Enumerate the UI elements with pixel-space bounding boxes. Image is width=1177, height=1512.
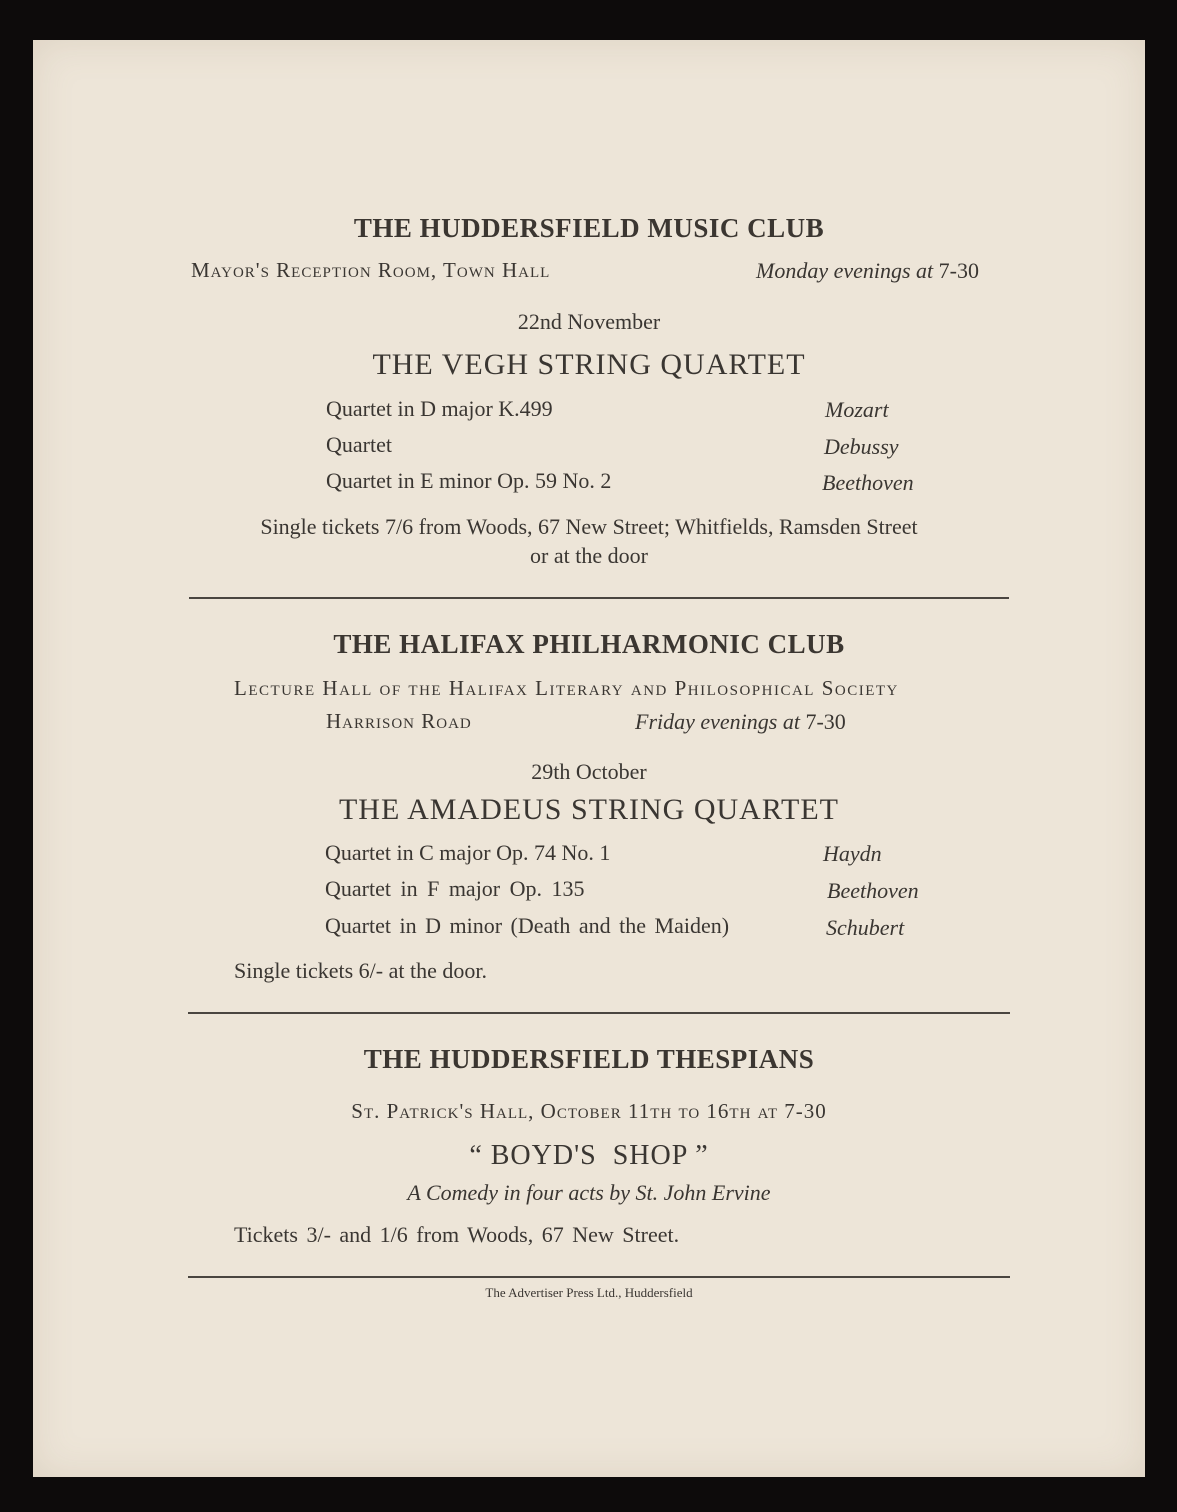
composer: Debussy [824,434,899,459]
time [756,258,979,284]
section-title: THE HUDDERSFIELD THESPIANS [363,1044,815,1074]
ensemble-name: THE VEGH STRING QUARTET [372,348,806,381]
play-subtitle: A Comedy in four acts by St. John Ervine [407,1180,771,1205]
composer: Beethoven [822,470,914,495]
time-value: 7-30 [805,709,846,734]
programme-page [33,40,1145,1477]
play-title: “ BOYD'S SHOP ” [469,1140,709,1171]
section-title: THE HALIFAX PHILHARMONIC CLUB [333,629,845,659]
divider [188,1276,1010,1278]
composer: Mozart [825,397,889,422]
venue: St. Patrick's Hall, October 11th to 16th at 7-30 [351,1099,827,1123]
tickets-info: or at the door [530,543,648,568]
tickets-info: Single tickets 6/- at the door. [234,958,487,983]
divider [188,1012,1010,1014]
printer-credit: The Advertiser Press Ltd., Huddersfield [485,1285,693,1300]
venue: Mayor's Reception Room, Town Hall [191,258,551,282]
time-prefix: Friday evenings at [635,709,800,734]
concert-date: 29th October [531,759,647,784]
venue: Lecture Hall of the Halifax Literary and Philosophical Society [234,676,899,700]
work-title: Quartet in D major K.499 [326,396,553,421]
concert-date: 22nd November [517,309,661,334]
section-title: THE HUDDERSFIELD MUSIC CLUB [353,213,825,243]
composer: Beethoven [827,878,919,903]
divider [189,597,1009,599]
work-title: Quartet in D minor (Death and the Maiden) [325,913,730,938]
time [635,709,846,735]
venue-road: Harrison Road [326,709,472,733]
time-value: 7-30 [938,258,979,283]
composer: Haydn [823,841,882,866]
tickets-info: Tickets 3/- and 1/6 from Woods, 67 New Street. [234,1222,680,1247]
work-title: Quartet in E minor Op. 59 No. 2 [326,468,612,493]
work-title: Quartet in F major Op. 135 [325,876,585,901]
work-title: Quartet in C major Op. 74 No. 1 [325,840,611,865]
work-title: Quartet [326,432,392,457]
tickets-info: Single tickets 7/6 from Woods, 67 New Street; Whitfields, Ramsden Street [260,514,918,539]
ensemble-name: THE AMADEUS STRING QUARTET [338,793,840,826]
composer: Schubert [826,915,905,940]
time-prefix: Monday evenings at [756,258,934,283]
